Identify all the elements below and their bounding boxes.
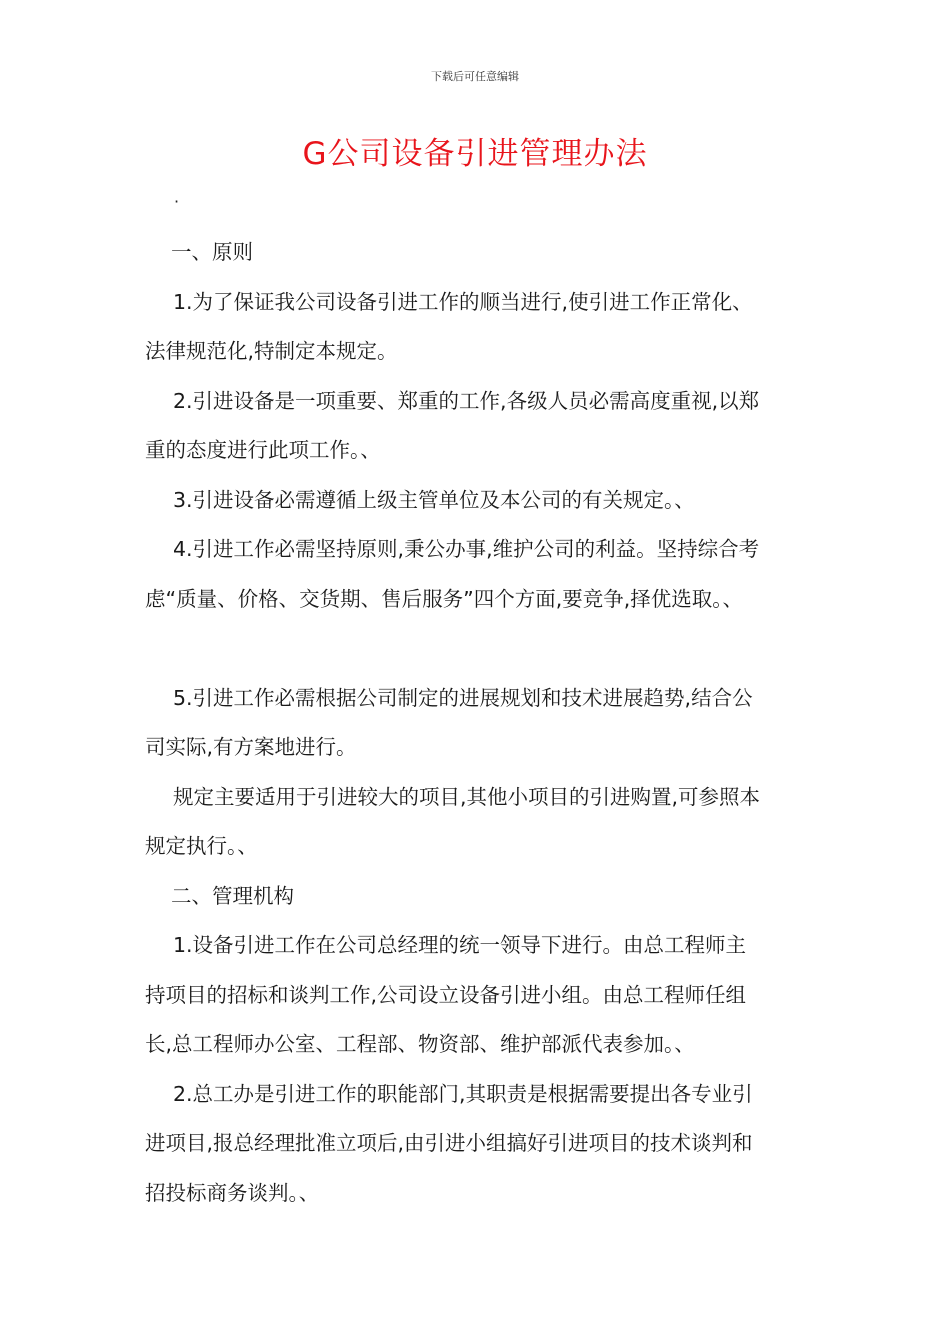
paragraph-line: 持项目的招标和谈判工作,公司设立设备引进小组。由总工程师任组 [145,982,747,1007]
paragraph-line: 1.为了保证我公司设备引进工作的顺当进行,使引进工作正常化、 [173,289,753,314]
paragraph-line: 4.引进工作必需坚持原则,秉公办事,维护公司的利益。坚持综合考 [173,537,760,561]
header-note: 下载后可任意编辑 [431,70,519,83]
paragraph-line: 进项目,报总经理批准立项后,由引进小组搞好引进项目的技术谈判和 [145,1131,753,1155]
paragraph-line: 5.引进工作必需根据公司制定的进展规划和技术进展趋势,结合公 [173,685,753,710]
paragraph-line: 2.引进设备是一项重要、郑重的工作,各级人员必需高度重视,以郑 [173,388,760,413]
document-title: G公司设备引进管理办法 [302,136,648,172]
paragraph-line: 规定主要适用于引进较大的项目,其他小项目的引进购置,可参照本 [173,784,761,809]
document-body [145,228,815,1218]
bullet-dot: · [174,192,180,211]
section-heading-management: 二、管理机构 [171,883,294,908]
paragraph-line: 司实际,有方案地进行。 [145,735,357,759]
paragraph-line: 3.引进设备必需遵循上级主管单位及本公司的有关规定。、 [173,487,695,512]
paragraph-line: 招投标商务谈判。、 [145,1180,320,1205]
paragraph-line: 规定执行。、 [145,834,258,858]
paragraph-line: 2.总工办是引进工作的职能部门,其职责是根据需要提出各专业引 [173,1081,753,1106]
paragraph-line: 重的态度进行此项工作。、 [145,438,381,462]
paragraph-line: 虑“质量、价格、交货期、售后服务”四个方面,要竞争,择优选取。、 [145,586,744,611]
paragraph-line: 1.设备引进工作在公司总经理的统一领导下进行。由总工程师主 [173,933,747,957]
blank-line [145,624,815,674]
paragraph-line: 长,总工程师办公室、工程部、物资部、维护部派代表参加。、 [145,1032,695,1056]
section-heading-principles: 一、原则 [171,240,253,264]
paragraph-line: 法律规范化,特制定本规定。 [145,339,398,363]
